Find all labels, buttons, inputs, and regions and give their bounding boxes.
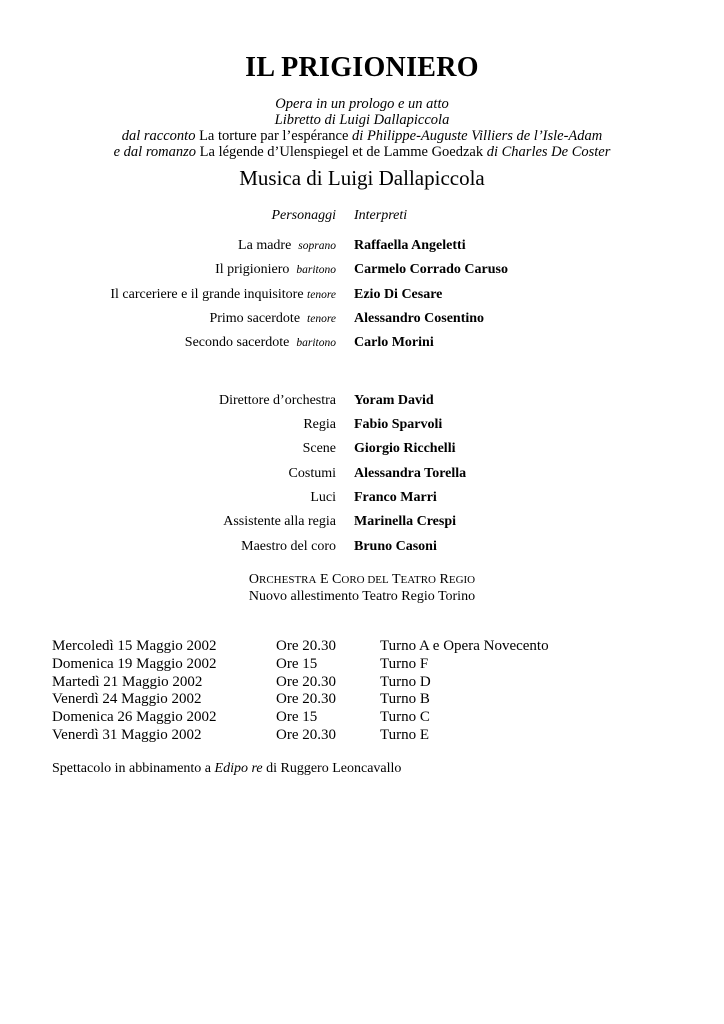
staff-row	[0, 393, 724, 413]
role-name: Secondo sacerdote	[184, 335, 290, 350]
cast-row	[0, 335, 724, 355]
voice-type: baritono	[296, 264, 336, 276]
performance-turn: Turno B	[380, 691, 430, 707]
schedule-row	[52, 638, 692, 656]
roles-header: Personaggi	[271, 208, 336, 223]
source-prefix: dal racconto	[121, 128, 196, 144]
staff-name: Giorgio Ricchelli	[354, 441, 456, 456]
cast-row	[0, 287, 724, 307]
schedule-row	[52, 727, 692, 745]
performance-date: Venerdì 31 Maggio 2002	[52, 727, 202, 743]
staff-row	[0, 514, 724, 534]
cast-row	[0, 238, 724, 258]
staff-role: Scene	[302, 441, 336, 456]
subtitle-line-2	[0, 112, 724, 128]
subtitle-line-3	[0, 128, 724, 144]
staff-row	[0, 539, 724, 559]
schedule-row	[52, 709, 692, 727]
subtitle-line-4	[0, 144, 724, 160]
role-name: Il carceriere e il grande inquisitore	[110, 287, 304, 302]
performance-date: Martedì 21 Maggio 2002	[52, 674, 203, 690]
production-note: Nuovo allestimento Teatro Regio Torino	[248, 589, 476, 604]
performer-name: Alessandro Cosentino	[354, 311, 485, 326]
staff-name: Marinella Crespi	[354, 514, 457, 529]
performance-date: Mercoledì 15 Maggio 2002	[52, 638, 217, 654]
staff-row	[0, 466, 724, 486]
staff-role: Maestro del coro	[241, 539, 336, 554]
paired-work-title: Edipo re	[214, 761, 263, 776]
performer-name: Raffaella Angeletti	[354, 238, 466, 253]
staff-role: Luci	[310, 490, 336, 505]
performance-date: Venerdì 24 Maggio 2002	[52, 691, 202, 707]
cast-header	[0, 208, 724, 228]
orchestra-credit: ORCHESTRA E CORO DEL TEATRO REGIO	[248, 572, 476, 587]
voice-type: baritono	[296, 337, 336, 349]
role-name: Primo sacerdote	[209, 311, 301, 326]
performers-header: Interpreti	[354, 208, 408, 223]
performance-date: Domenica 19 Maggio 2002	[52, 656, 217, 672]
staff-row	[0, 490, 724, 510]
composer-credit: Musica di Luigi Dallapiccola	[239, 166, 485, 190]
source-story-author: di Philippe-Auguste Villiers de l’Isle-Adam	[352, 128, 603, 144]
performance-time: Ore 20.30	[276, 691, 336, 707]
schedule-row	[52, 674, 692, 692]
performance-date: Domenica 26 Maggio 2002	[52, 709, 217, 725]
performer-name: Carlo Morini	[354, 335, 434, 350]
cast-row	[0, 262, 724, 282]
performance-turn: Turno D	[380, 674, 431, 690]
staff-name: Bruno Casoni	[354, 539, 437, 554]
staff-row	[0, 441, 724, 461]
staff-name: Fabio Sparvoli	[354, 417, 443, 432]
subtitle-line-1	[0, 96, 724, 112]
schedule-row	[52, 691, 692, 709]
performance-time: Ore 15	[276, 709, 318, 725]
performance-time: Ore 20.30	[276, 638, 336, 654]
performance-time: Ore 15	[276, 656, 318, 672]
staff-row	[0, 417, 724, 437]
staff-role: Assistente alla regia	[223, 514, 336, 529]
performance-time: Ore 20.30	[276, 727, 336, 743]
staff-name: Franco Marri	[354, 490, 437, 505]
source-story-title: La torture par l’espérance	[199, 128, 349, 144]
cast-row	[0, 311, 724, 331]
opera-form: Opera in un prologo e un atto	[275, 96, 449, 112]
novel-title: La légende d’Ulenspiegel et de Lamme Goedzak	[199, 144, 484, 160]
performance-turn: Turno E	[380, 727, 430, 743]
staff-role: Regia	[303, 417, 336, 432]
staff-name: Alessandra Torella	[354, 466, 467, 481]
voice-type: tenore	[307, 289, 336, 301]
schedule-row	[52, 656, 692, 674]
page-title: IL PRIGIONIERO	[245, 52, 479, 83]
performance-turn: Turno A e Opera Novecento	[380, 638, 549, 654]
novel-prefix: e dal romanzo	[113, 144, 197, 160]
staff-role: Direttore d’orchestra	[219, 393, 336, 408]
novel-author: di Charles De Coster	[486, 144, 611, 160]
voice-type: tenore	[307, 313, 336, 325]
performance-time: Ore 20.30	[276, 674, 336, 690]
performance-turn: Turno C	[380, 709, 430, 725]
role-name: La madre	[238, 238, 292, 253]
role-name: Il prigioniero	[215, 262, 290, 277]
performance-turn: Turno F	[380, 656, 429, 672]
pairing-note: Spettacolo in abbinamento a Edipo re di Ruggero Leoncavallo	[52, 761, 402, 776]
staff-role: Costumi	[288, 466, 336, 481]
performer-name: Carmelo Corrado Caruso	[354, 262, 508, 277]
performer-name: Ezio Di Cesare	[354, 287, 443, 302]
staff-name: Yoram David	[354, 393, 434, 408]
libretto-credit: Libretto di Luigi Dallapiccola	[274, 112, 450, 128]
voice-type: soprano	[298, 240, 336, 252]
